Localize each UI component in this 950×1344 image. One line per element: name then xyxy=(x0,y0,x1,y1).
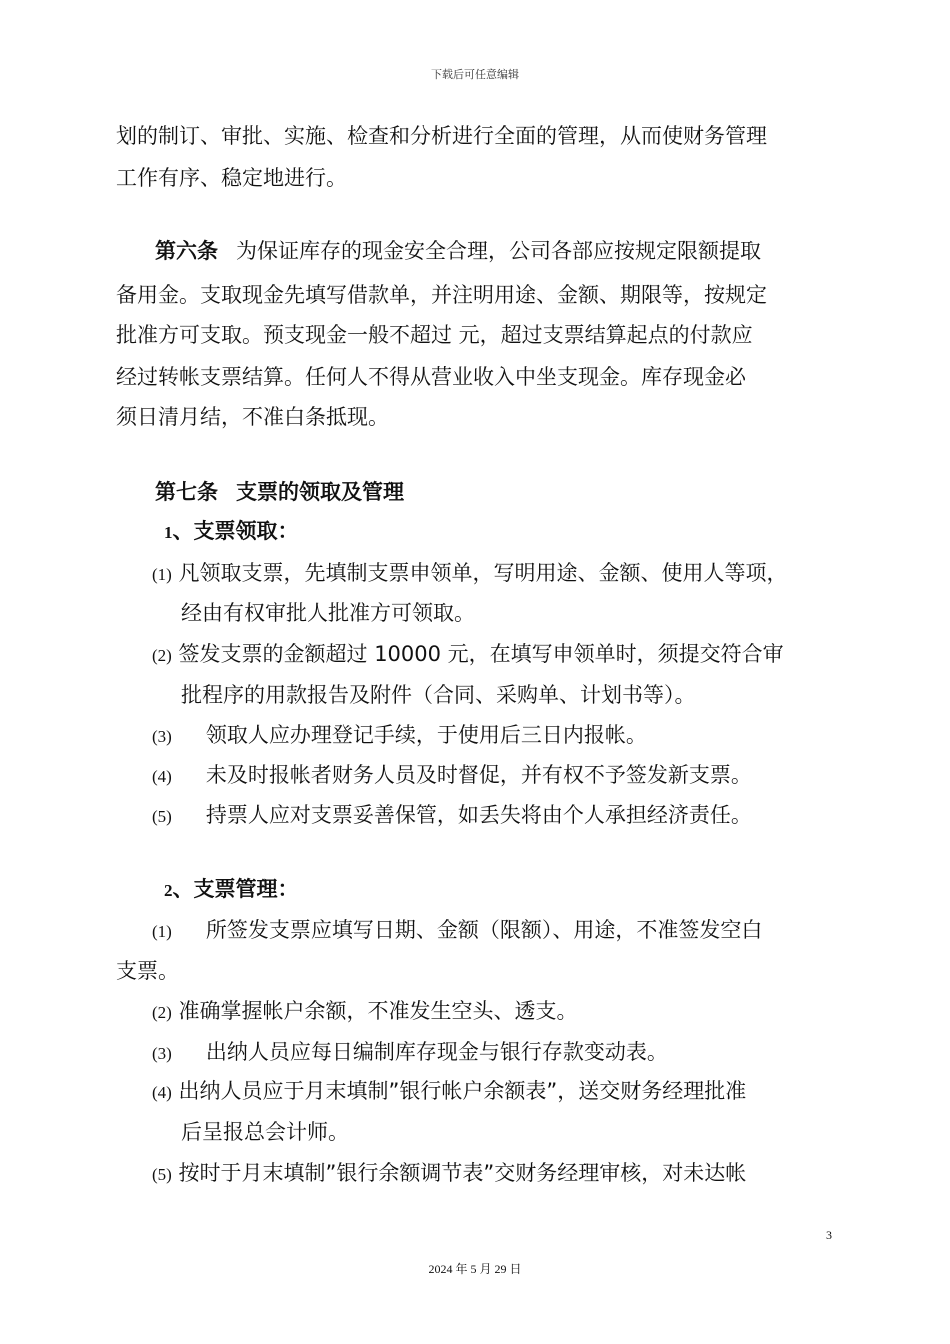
item-text: 签发支票的金额超过 10000 元，在填写申领单时，须提交符合审 xyxy=(178,642,784,666)
item-text: 持票人应对支票妥善保管，如丢失将由个人承担经济责任。 xyxy=(205,803,752,827)
list-item xyxy=(152,760,752,792)
item-number: (3) xyxy=(152,727,172,746)
section-1-label: 、支票领取： xyxy=(172,519,299,543)
list-item xyxy=(152,1037,668,1069)
section-2-label: 、支票管理： xyxy=(172,877,299,901)
item-number: (3) xyxy=(152,1044,172,1063)
article-6-line: 批准方可支取。预支现金一般不超过 元，超过支票结算起点的付款应 xyxy=(116,323,753,347)
item-number: (4) xyxy=(152,767,172,786)
list-item xyxy=(152,1076,746,1108)
item-text: 准确掌握帐户余额，不准发生空头、透支。 xyxy=(178,999,578,1023)
item-text: 凡领取支票，先填制支票申领单，写明用途、金额、使用人等项， xyxy=(178,561,788,585)
item-number: (1) xyxy=(152,922,172,941)
item-text: 未及时报帐者财务人员及时督促，并有权不予签发新支票。 xyxy=(205,763,752,787)
section-1-number: 1 xyxy=(164,523,173,542)
article-6-line xyxy=(155,236,761,266)
item-number: (4) xyxy=(152,1083,172,1102)
item-number: (2) xyxy=(152,646,172,665)
item-number: (1) xyxy=(152,565,172,584)
article-6-title: 第六条 xyxy=(155,239,218,263)
item-text: 出纳人员应于月末填制”银行帐户余额表”，送交财务经理批准 xyxy=(178,1079,747,1103)
paragraph-line: 划的制订、审批、实施、检查和分析进行全面的管理，从而使财务管理 xyxy=(116,124,767,148)
list-item xyxy=(152,720,647,752)
section-1-heading xyxy=(164,516,299,548)
article-7-title: 第七条 xyxy=(155,480,218,504)
page-number: 3 xyxy=(826,1228,832,1242)
list-item-continuation: 批程序的用款报告及附件（合同、采购单、计划书等）。 xyxy=(181,683,696,707)
section-2-heading xyxy=(164,874,299,906)
section-2-number: 2 xyxy=(164,881,173,900)
item-number: (5) xyxy=(152,807,172,826)
item-text: 按时于月末填制”银行余额调节表”交财务经理审核，对未达帐 xyxy=(178,1161,747,1185)
list-item xyxy=(152,639,784,671)
article-7-subtitle: 支票的领取及管理 xyxy=(236,480,404,504)
article-6-line: 经过转帐支票结算。任何人不得从营业收入中坐支现金。库存现金必 xyxy=(116,365,746,389)
list-item-continuation: 经由有权审批人批准方可领取。 xyxy=(181,601,475,625)
article-6-text: 为保证库存的现金安全合理，公司各部应按规定限额提取 xyxy=(236,239,761,263)
paragraph-line: 工作有序、稳定地进行。 xyxy=(116,166,347,190)
item-number: (5) xyxy=(152,1165,172,1184)
article-7-heading xyxy=(155,477,404,507)
article-6-line: 备用金。支取现金先填写借款单，并注明用途、金额、期限等，按规定 xyxy=(116,283,767,307)
list-item xyxy=(152,1158,746,1190)
item-text: 出纳人员应每日编制库存现金与银行存款变动表。 xyxy=(205,1040,668,1064)
page-footer-date: 2024 年 5 月 29 日 xyxy=(428,1262,522,1276)
list-item xyxy=(152,996,578,1028)
item-number: (2) xyxy=(152,1003,172,1022)
list-item xyxy=(152,800,752,832)
page-header: 下载后可任意编辑 xyxy=(431,68,519,81)
list-item-continuation: 支票。 xyxy=(116,959,179,983)
list-item-continuation: 后呈报总会计师。 xyxy=(181,1120,349,1144)
list-item xyxy=(152,915,762,947)
article-6-line: 须日清月结，不准白条抵现。 xyxy=(116,405,389,429)
item-text: 领取人应办理登记手续，于使用后三日内报帐。 xyxy=(205,723,647,747)
list-item xyxy=(152,558,788,590)
item-text: 所签发支票应填写日期、金额（限额）、用途，不准签发空白 xyxy=(205,918,763,942)
